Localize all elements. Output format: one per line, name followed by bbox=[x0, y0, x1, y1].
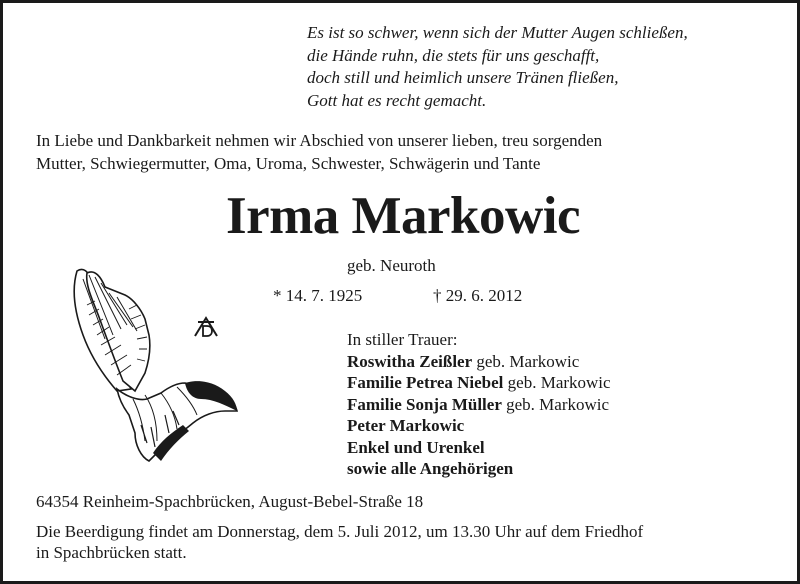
funeral-line: Die Beerdigung findet am Donnerstag, dem 5. Juli 2012, um 13.30 Uhr auf dem Friedhof bbox=[36, 522, 644, 541]
poem-line: Es ist so schwer, wenn sich der Mutter Augen schließen, bbox=[307, 23, 688, 42]
mourner-name: Enkel und Urenkel bbox=[347, 437, 485, 457]
maiden-name: geb. Neuroth bbox=[347, 256, 436, 275]
mourner-note: geb. Markowic bbox=[501, 394, 610, 414]
funeral-notice bbox=[36, 521, 786, 563]
poem-line: die Hände ruhn, die stets für uns geschafft, bbox=[307, 45, 600, 65]
list-item bbox=[347, 415, 611, 437]
death-date: † 29. 6. 2012 bbox=[433, 286, 523, 305]
mourner-name: sowie alle Angehörigen bbox=[347, 459, 514, 478]
poem-line: doch still und heimlich unsere Tränen fließen, bbox=[307, 68, 619, 87]
list-item bbox=[347, 394, 611, 416]
mourner-name: Familie Sonja Müller bbox=[347, 394, 502, 414]
intro-line: Mutter, Schwiegermutter, Oma, Uroma, Schwester, Schwägerin und Tante bbox=[36, 153, 541, 173]
mourners-heading: In stiller Trauer: bbox=[347, 330, 458, 349]
funeral-line: in Spachbrücken statt. bbox=[36, 543, 187, 562]
family-address: 64354 Reinheim-Spachbrücken, August-Bebel-Straße 18 bbox=[36, 492, 424, 511]
mourner-name: Roswitha Zeißler bbox=[347, 351, 473, 371]
list-item bbox=[347, 372, 611, 394]
poem-line: Gott hat es recht gemacht. bbox=[307, 90, 487, 110]
poem bbox=[307, 22, 787, 112]
list-item bbox=[347, 458, 611, 480]
mourner-note: geb. Markowic bbox=[503, 373, 611, 392]
mourner-name: Familie Petrea Niebel bbox=[347, 373, 504, 392]
intro-text bbox=[36, 130, 776, 175]
intro-line: In Liebe und Dankbarkeit nehmen wir Abschied von unserer lieben, treu sorgenden bbox=[36, 131, 603, 150]
deceased-name: Irma Markowic bbox=[225, 187, 581, 245]
mourner-note: geb. Markowic bbox=[472, 351, 580, 371]
praying-hands-icon bbox=[65, 265, 245, 465]
mourner-name: Peter Markowic bbox=[347, 416, 465, 435]
list-item bbox=[347, 351, 611, 373]
list-item bbox=[347, 437, 611, 459]
mourners-list bbox=[347, 329, 611, 480]
birth-date: * 14. 7. 1925 bbox=[273, 286, 363, 305]
durer-monogram-icon bbox=[193, 316, 219, 338]
